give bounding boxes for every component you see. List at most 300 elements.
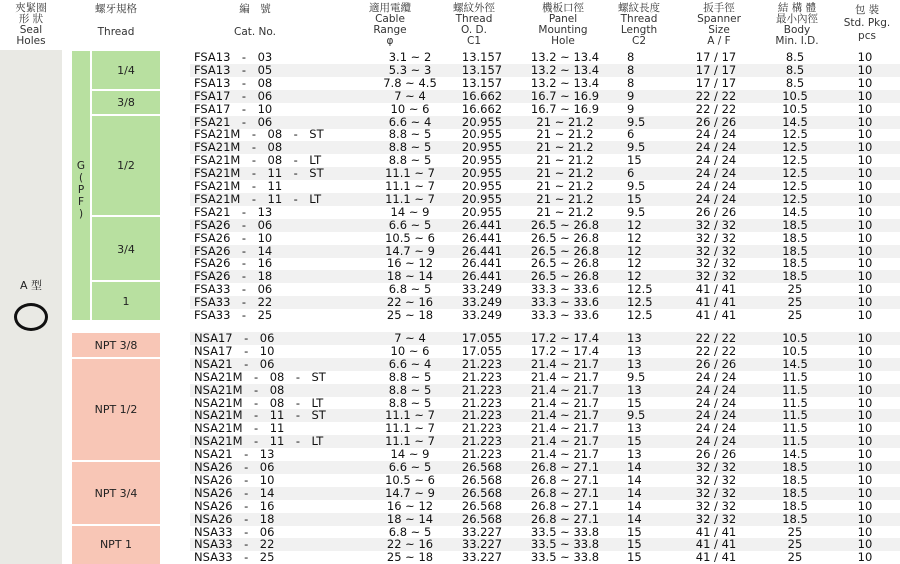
panel-hole-cell: 26.5 ~ 26.8 xyxy=(530,243,600,258)
body-id-cell: 25 xyxy=(787,282,803,297)
body-id-cell: 10.5 xyxy=(782,343,808,358)
thread-length-cell: 12 xyxy=(627,230,642,245)
header-seal xyxy=(0,3,62,53)
thread-od-cell: 26.568 xyxy=(461,460,503,474)
panel-hole-cell: 21 ~ 21.2 xyxy=(536,153,594,168)
table-row xyxy=(190,500,900,513)
cat-no-cell: FSA13 - 08 xyxy=(194,75,273,90)
cat-no-cell: NSA21 - 13 xyxy=(194,447,275,462)
o-ring-icon xyxy=(14,303,48,331)
cat-no-cell: FSA13 - 03 xyxy=(194,50,273,64)
cable-range-cell: 14 ~ 9 xyxy=(390,447,430,462)
spanner-size-cell: 17 / 17 xyxy=(695,75,737,90)
panel-hole-cell: 33.3 ~ 33.6 xyxy=(530,295,600,310)
spanner-size-cell: 26 / 26 xyxy=(695,356,737,371)
spanner-size-cell: 24 / 24 xyxy=(695,408,737,423)
cat-no-cell: FSA26 - 14 xyxy=(194,243,273,258)
std-pkg-cell: 10 xyxy=(857,395,873,410)
thread-length-cell: 13 xyxy=(627,343,642,358)
thread-od-cell: 20.955 xyxy=(461,114,503,129)
spanner-size-cell: 32 / 32 xyxy=(695,230,737,245)
cat-no-cell: FSA21M - 08 - LT xyxy=(194,153,322,168)
thread-length-cell: 12 xyxy=(627,256,642,271)
group-label: 1/4 xyxy=(117,64,135,77)
header-hole-line: Mounting xyxy=(538,24,588,36)
std-pkg-cell: 10 xyxy=(857,550,873,564)
cable-range-cell: 6.6 ~ 4 xyxy=(388,114,432,129)
body-id-cell: 11.5 xyxy=(782,395,808,410)
cat-no-cell: NSA26 - 16 xyxy=(194,498,275,513)
thread-length-cell: 14 xyxy=(627,511,642,526)
panel-hole-cell: 33.5 ~ 33.8 xyxy=(530,550,600,564)
cable-range-cell: 6.8 ~ 5 xyxy=(388,282,432,297)
spanner-size-cell: 41 / 41 xyxy=(695,295,737,310)
std-pkg-cell: 10 xyxy=(857,434,873,449)
cat-no-cell: FSA33 - 22 xyxy=(194,295,273,310)
std-pkg-cell: 10 xyxy=(857,498,873,513)
thread-od-cell: 17.055 xyxy=(461,331,503,345)
std-pkg-cell: 10 xyxy=(857,88,873,103)
header-len xyxy=(609,3,669,53)
spanner-size-cell: 32 / 32 xyxy=(695,511,737,526)
thread-od-cell: 33.249 xyxy=(461,282,503,297)
body-id-cell: 10.5 xyxy=(782,88,808,103)
header-span-line: 扳手徑 xyxy=(703,2,735,14)
cat-no-cell: FSA21 - 13 xyxy=(194,204,273,219)
header-seal-line: 夾緊圈 xyxy=(15,2,47,14)
thread-length-cell: 12.5 xyxy=(627,295,653,310)
panel-hole-cell: 33.5 ~ 33.8 xyxy=(530,537,600,552)
thread-od-cell: 26.441 xyxy=(461,243,503,258)
thread-od-cell: 21.223 xyxy=(461,395,503,410)
std-pkg-cell: 10 xyxy=(857,282,873,297)
cat-no-cell: FSA26 - 16 xyxy=(194,256,273,271)
cable-range-cell: 10.5 ~ 6 xyxy=(385,472,435,487)
thread-length-cell: 14 xyxy=(627,472,642,487)
header-pkg-line: Std. Pkg. xyxy=(843,17,891,29)
cable-range-cell: 25 ~ 18 xyxy=(386,308,434,322)
spanner-size-cell: 22 / 22 xyxy=(695,343,737,358)
thread-length-cell: 9.5 xyxy=(627,179,646,193)
thread-od-cell: 13.157 xyxy=(461,75,503,90)
std-pkg-cell: 10 xyxy=(857,243,873,258)
cable-range-cell: 8.8 ~ 5 xyxy=(388,382,432,397)
spanner-size-cell: 24 / 24 xyxy=(695,166,737,181)
thread-length-cell: 14 xyxy=(627,498,642,513)
std-pkg-cell: 10 xyxy=(857,295,873,310)
cable-range-cell: 8.8 ~ 5 xyxy=(388,153,432,168)
panel-hole-cell: 13.2 ~ 13.4 xyxy=(530,62,600,77)
body-id-cell: 11.5 xyxy=(782,382,808,397)
cable-range-cell: 10 ~ 6 xyxy=(390,343,430,358)
header-od-line: O. D. xyxy=(461,24,487,36)
cable-range-cell: 22 ~ 16 xyxy=(386,537,434,552)
group-label: 3/4 xyxy=(117,243,135,256)
cable-range-cell: 18 ~ 14 xyxy=(386,269,434,284)
spanner-size-cell: 24 / 24 xyxy=(695,421,737,436)
header-thread-line: Thread xyxy=(97,26,135,38)
cat-no-cell: NSA21M - 11 - ST xyxy=(194,408,326,423)
std-pkg-cell: 10 xyxy=(857,127,873,142)
header-pkg-line: 包 裝 xyxy=(854,4,880,16)
panel-hole-cell: 21 ~ 21.2 xyxy=(536,114,594,129)
thread-length-cell: 13 xyxy=(627,382,642,397)
spanner-size-cell: 24 / 24 xyxy=(695,179,737,193)
panel-hole-cell: 21 ~ 21.2 xyxy=(536,166,594,181)
cable-range-cell: 6.8 ~ 5 xyxy=(388,524,432,539)
thread-od-cell: 26.568 xyxy=(461,511,503,526)
spanner-size-cell: 41 / 41 xyxy=(695,524,737,539)
spanner-size-cell: 26 / 26 xyxy=(695,204,737,219)
thread-length-cell: 12.5 xyxy=(627,308,653,322)
g-pf-p: P xyxy=(77,184,85,196)
std-pkg-cell: 10 xyxy=(857,331,873,345)
header-span-line: Spanner xyxy=(697,13,741,25)
cable-range-cell: 18 ~ 14 xyxy=(386,511,434,526)
spanner-size-cell: 32 / 32 xyxy=(695,460,737,474)
header-seal-line: 形 狀 xyxy=(18,13,44,25)
cat-no-cell: NSA26 - 14 xyxy=(194,485,275,500)
thread-length-cell: 13 xyxy=(627,356,642,371)
cat-no-cell: FSA21M - 11 - LT xyxy=(194,191,322,206)
header-pkg-line: pcs xyxy=(858,30,876,42)
cable-range-cell: 11.1 ~ 7 xyxy=(385,166,435,181)
header-range xyxy=(360,3,420,53)
cable-range-cell: 8.8 ~ 5 xyxy=(388,127,432,142)
header-body-line: 最小內徑 xyxy=(776,13,818,25)
body-id-cell: 25 xyxy=(787,295,803,310)
thread-length-cell: 9.5 xyxy=(627,369,646,384)
cat-no-cell: FSA21M - 11 xyxy=(194,179,283,193)
body-id-cell: 25 xyxy=(787,308,803,322)
group-label: NPT 1 xyxy=(99,538,133,551)
body-id-cell: 14.5 xyxy=(782,356,808,371)
thread-od-cell: 21.223 xyxy=(461,408,503,423)
thread-length-cell: 6 xyxy=(627,166,635,181)
table-row xyxy=(190,309,900,322)
spanner-size-cell: 24 / 24 xyxy=(695,127,737,142)
header-od-line: Thread xyxy=(455,13,493,25)
body-id-cell: 12.5 xyxy=(782,166,808,181)
spanner-size-cell: 24 / 24 xyxy=(695,140,737,155)
std-pkg-cell: 10 xyxy=(857,308,873,322)
thread-length-cell: 15 xyxy=(627,550,642,564)
thread-od-cell: 33.227 xyxy=(461,537,503,552)
table-row xyxy=(190,487,900,500)
spanner-size-cell: 22 / 22 xyxy=(695,101,737,116)
std-pkg-cell: 10 xyxy=(857,204,873,219)
std-pkg-cell: 10 xyxy=(857,166,873,181)
thread-length-cell: 12 xyxy=(627,217,642,232)
cat-no-cell: NSA21M - 08 - LT xyxy=(194,395,324,410)
body-id-cell: 8.5 xyxy=(785,75,805,90)
thread-od-cell: 33.249 xyxy=(461,295,503,310)
thread-length-cell: 15 xyxy=(627,524,642,539)
cable-range-cell: 7 ~ 4 xyxy=(394,331,426,345)
spanner-size-cell: 41 / 41 xyxy=(695,537,737,552)
thread-od-cell: 13.157 xyxy=(461,62,503,77)
thread-od-cell: 16.662 xyxy=(461,101,503,116)
std-pkg-cell: 10 xyxy=(857,179,873,193)
std-pkg-cell: 10 xyxy=(857,114,873,129)
body-id-cell: 14.5 xyxy=(782,204,808,219)
cable-range-cell: 10 ~ 6 xyxy=(390,101,430,116)
header-body-line: Body xyxy=(783,24,811,36)
thread-od-cell: 21.223 xyxy=(461,421,503,436)
g-pf-f: F xyxy=(77,196,85,208)
header-od-line: C1 xyxy=(466,35,481,47)
spanner-size-cell: 17 / 17 xyxy=(695,62,737,77)
panel-hole-cell: 13.2 ~ 13.4 xyxy=(530,75,600,90)
thread-od-cell: 33.249 xyxy=(461,308,503,322)
cable-range-cell: 7 ~ 4 xyxy=(394,88,426,103)
header-range-line: 適用電纜 xyxy=(369,2,411,14)
panel-hole-cell: 26.8 ~ 27.1 xyxy=(530,460,600,474)
thread-length-cell: 6 xyxy=(627,127,635,142)
cat-no-cell: FSA33 - 06 xyxy=(194,282,273,297)
std-pkg-cell: 10 xyxy=(857,460,873,474)
thread-length-cell: 14 xyxy=(627,460,642,474)
panel-hole-cell: 26.8 ~ 27.1 xyxy=(530,485,600,500)
thread-od-cell: 21.223 xyxy=(461,369,503,384)
thread-od-cell: 20.955 xyxy=(461,204,503,219)
header-cat-line: 編 號 xyxy=(239,3,271,15)
cable-range-cell: 22 ~ 16 xyxy=(386,295,434,310)
thread-od-cell: 33.227 xyxy=(461,550,503,564)
g-pf-paren: ( xyxy=(78,172,84,184)
std-pkg-cell: 10 xyxy=(857,537,873,552)
thread-length-cell: 9.5 xyxy=(627,114,646,129)
body-id-cell: 14.5 xyxy=(782,447,808,462)
cat-no-cell: FSA17 - 10 xyxy=(194,101,273,116)
panel-hole-cell: 33.3 ~ 33.6 xyxy=(530,282,600,297)
body-id-cell: 18.5 xyxy=(782,269,808,284)
cat-no-cell: NSA26 - 06 xyxy=(194,460,275,474)
panel-hole-cell: 21.4 ~ 21.7 xyxy=(530,447,600,462)
spanner-size-cell: 22 / 22 xyxy=(695,88,737,103)
thread-length-cell: 15 xyxy=(627,153,642,168)
thread-od-cell: 21.223 xyxy=(461,434,503,449)
panel-hole-cell: 21 ~ 21.2 xyxy=(536,140,594,155)
body-id-cell: 14.5 xyxy=(782,114,808,129)
g-pf-paren-close: ) xyxy=(78,208,84,220)
cat-no-cell: NSA21M - 08 xyxy=(194,382,285,397)
thread-od-cell: 26.441 xyxy=(461,230,503,245)
spanner-size-cell: 41 / 41 xyxy=(695,282,737,297)
panel-hole-cell: 16.7 ~ 16.9 xyxy=(530,88,600,103)
body-id-cell: 12.5 xyxy=(782,179,808,193)
spanner-size-cell: 32 / 32 xyxy=(695,498,737,513)
thread-od-cell: 20.955 xyxy=(461,140,503,155)
body-id-cell: 18.5 xyxy=(782,460,808,474)
cable-range-cell: 6.6 ~ 4 xyxy=(388,356,432,371)
cat-no-cell: FSA26 - 10 xyxy=(194,230,273,245)
cable-range-cell: 6.6 ~ 5 xyxy=(388,217,432,232)
panel-hole-cell: 21.4 ~ 21.7 xyxy=(530,382,600,397)
body-id-cell: 12.5 xyxy=(782,140,808,155)
panel-hole-cell: 26.5 ~ 26.8 xyxy=(530,230,600,245)
header-len-line: C2 xyxy=(631,35,646,47)
panel-hole-cell: 33.5 ~ 33.8 xyxy=(530,524,600,539)
thread-od-cell: 21.223 xyxy=(461,447,503,462)
cable-range-cell: 16 ~ 12 xyxy=(386,498,434,513)
cable-range-cell: 6.6 ~ 5 xyxy=(388,460,432,474)
panel-hole-cell: 21 ~ 21.2 xyxy=(536,204,594,219)
header-range-line: Cable xyxy=(375,13,405,25)
group-label: 1 xyxy=(122,295,130,308)
table-row xyxy=(190,219,900,232)
thread-od-cell: 13.157 xyxy=(461,50,503,64)
spanner-size-cell: 32 / 32 xyxy=(695,256,737,271)
thread-od-cell: 16.662 xyxy=(461,88,503,103)
table-row xyxy=(190,474,900,487)
header-od-line: 螺紋外徑 xyxy=(453,2,495,14)
cable-range-cell: 8.8 ~ 5 xyxy=(388,369,432,384)
spanner-size-cell: 32 / 32 xyxy=(695,217,737,232)
body-id-cell: 11.5 xyxy=(782,408,808,423)
std-pkg-cell: 10 xyxy=(857,343,873,358)
body-id-cell: 11.5 xyxy=(782,434,808,449)
header-thread xyxy=(72,4,160,54)
panel-hole-cell: 21.4 ~ 21.7 xyxy=(530,408,600,423)
spanner-size-cell: 17 / 17 xyxy=(695,50,737,64)
spanner-size-cell: 22 / 22 xyxy=(695,331,737,345)
table-row xyxy=(190,551,900,564)
cable-range-cell: 11.1 ~ 7 xyxy=(385,408,435,423)
thread-length-cell: 13 xyxy=(627,447,642,462)
thread-length-cell: 8 xyxy=(627,62,635,77)
panel-hole-cell: 21 ~ 21.2 xyxy=(536,191,594,206)
table-row xyxy=(190,64,900,77)
cat-no-cell: NSA33 - 22 xyxy=(194,537,275,552)
std-pkg-cell: 10 xyxy=(857,217,873,232)
body-id-cell: 11.5 xyxy=(782,369,808,384)
body-id-cell: 18.5 xyxy=(782,485,808,500)
thread-length-cell: 9 xyxy=(627,101,635,116)
cable-range-cell: 7.8 ~ 4.5 xyxy=(383,75,437,90)
cat-no-cell: NSA17 - 06 xyxy=(194,331,275,345)
cat-no-cell: NSA21M - 08 - ST xyxy=(194,369,326,384)
cable-range-cell: 8.8 ~ 5 xyxy=(388,140,432,155)
cat-no-cell: NSA26 - 10 xyxy=(194,472,275,487)
body-id-cell: 12.5 xyxy=(782,153,808,168)
thread-length-cell: 15 xyxy=(627,395,642,410)
g-pf-label xyxy=(72,160,90,220)
thread-length-cell: 9 xyxy=(627,88,635,103)
thread-od-cell: 26.441 xyxy=(461,269,503,284)
cat-no-cell: FSA26 - 06 xyxy=(194,217,273,232)
table-row xyxy=(190,232,900,245)
table-row xyxy=(190,384,900,397)
spanner-size-cell: 24 / 24 xyxy=(695,395,737,410)
header-cat xyxy=(190,4,320,54)
cable-range-cell: 8.8 ~ 5 xyxy=(388,395,432,410)
header-cat-line: Cat. No. xyxy=(234,26,276,38)
thread-length-cell: 13 xyxy=(627,421,642,436)
cat-no-cell: FSA26 - 18 xyxy=(194,269,273,284)
header-seal-line: Seal xyxy=(19,24,43,36)
header-body-line: Min. I.D. xyxy=(775,35,819,47)
std-pkg-cell: 10 xyxy=(857,524,873,539)
thread-od-cell: 20.955 xyxy=(461,179,503,193)
std-pkg-cell: 10 xyxy=(857,472,873,487)
thread-od-cell: 20.955 xyxy=(461,191,503,206)
std-pkg-cell: 10 xyxy=(857,230,873,245)
thread-length-cell: 15 xyxy=(627,191,642,206)
spanner-size-cell: 41 / 41 xyxy=(695,308,737,322)
table-row xyxy=(190,103,900,116)
panel-hole-cell: 26.5 ~ 26.8 xyxy=(530,269,600,284)
body-id-cell: 8.5 xyxy=(785,50,805,64)
panel-hole-cell: 26.5 ~ 26.8 xyxy=(530,256,600,271)
cable-range-cell: 14.7 ~ 9 xyxy=(385,243,435,258)
spanner-size-cell: 24 / 24 xyxy=(695,191,737,206)
spanner-size-cell: 24 / 24 xyxy=(695,382,737,397)
std-pkg-cell: 10 xyxy=(857,447,873,462)
std-pkg-cell: 10 xyxy=(857,191,873,206)
header-len-line: 螺紋長度 xyxy=(618,2,660,14)
cable-range-cell: 14 ~ 9 xyxy=(390,204,430,219)
panel-hole-cell: 26.5 ~ 26.8 xyxy=(530,217,600,232)
table-row xyxy=(190,358,900,371)
header-seal-line: Holes xyxy=(16,35,46,47)
panel-hole-cell: 21.4 ~ 21.7 xyxy=(530,395,600,410)
spanner-size-cell: 32 / 32 xyxy=(695,485,737,500)
cable-range-cell: 11.1 ~ 7 xyxy=(385,179,435,193)
spanner-size-cell: 24 / 24 xyxy=(695,434,737,449)
cable-range-cell: 11.1 ~ 7 xyxy=(385,434,435,449)
std-pkg-cell: 10 xyxy=(857,153,873,168)
thread-od-cell: 26.441 xyxy=(461,256,503,271)
panel-hole-cell: 21.4 ~ 21.7 xyxy=(530,421,600,436)
body-id-cell: 25 xyxy=(787,524,803,539)
cat-no-cell: NSA33 - 06 xyxy=(194,524,275,539)
thread-length-cell: 9.5 xyxy=(627,204,646,219)
body-id-cell: 18.5 xyxy=(782,217,808,232)
header-hole-line: Panel xyxy=(548,13,578,25)
std-pkg-cell: 10 xyxy=(857,408,873,423)
spanner-size-cell: 26 / 26 xyxy=(695,114,737,129)
cat-no-cell: NSA17 - 10 xyxy=(194,343,275,358)
panel-hole-cell: 33.3 ~ 33.6 xyxy=(530,308,600,322)
cat-no-cell: FSA21M - 08 xyxy=(194,140,283,155)
thread-od-cell: 20.955 xyxy=(461,166,503,181)
body-id-cell: 25 xyxy=(787,550,803,564)
panel-hole-cell: 26.8 ~ 27.1 xyxy=(530,472,600,487)
thread-od-cell: 20.955 xyxy=(461,153,503,168)
body-id-cell: 11.5 xyxy=(782,421,808,436)
cat-no-cell: FSA33 - 25 xyxy=(194,308,273,322)
panel-hole-cell: 21 ~ 21.2 xyxy=(536,127,594,142)
cat-no-cell: FSA21M - 08 - ST xyxy=(194,127,324,142)
header-thread-line: 螺牙規格 xyxy=(95,3,137,15)
std-pkg-cell: 10 xyxy=(857,50,873,64)
spanner-size-cell: 24 / 24 xyxy=(695,369,737,384)
header-range-line: φ xyxy=(386,35,394,47)
thread-od-cell: 33.227 xyxy=(461,524,503,539)
thread-length-cell: 13 xyxy=(627,331,642,345)
header-body xyxy=(764,3,830,53)
spanner-size-cell: 26 / 26 xyxy=(695,447,737,462)
header-hole-line: Hole xyxy=(551,35,575,47)
cable-range-cell: 3.1 ~ 2 xyxy=(388,50,432,64)
spanner-size-cell: 24 / 24 xyxy=(695,153,737,168)
cable-range-cell: 11.1 ~ 7 xyxy=(385,191,435,206)
thread-length-cell: 12 xyxy=(627,269,642,284)
thread-od-cell: 17.055 xyxy=(461,343,503,358)
cable-range-cell: 5.3 ~ 3 xyxy=(388,62,432,77)
thread-od-cell: 26.568 xyxy=(461,485,503,500)
